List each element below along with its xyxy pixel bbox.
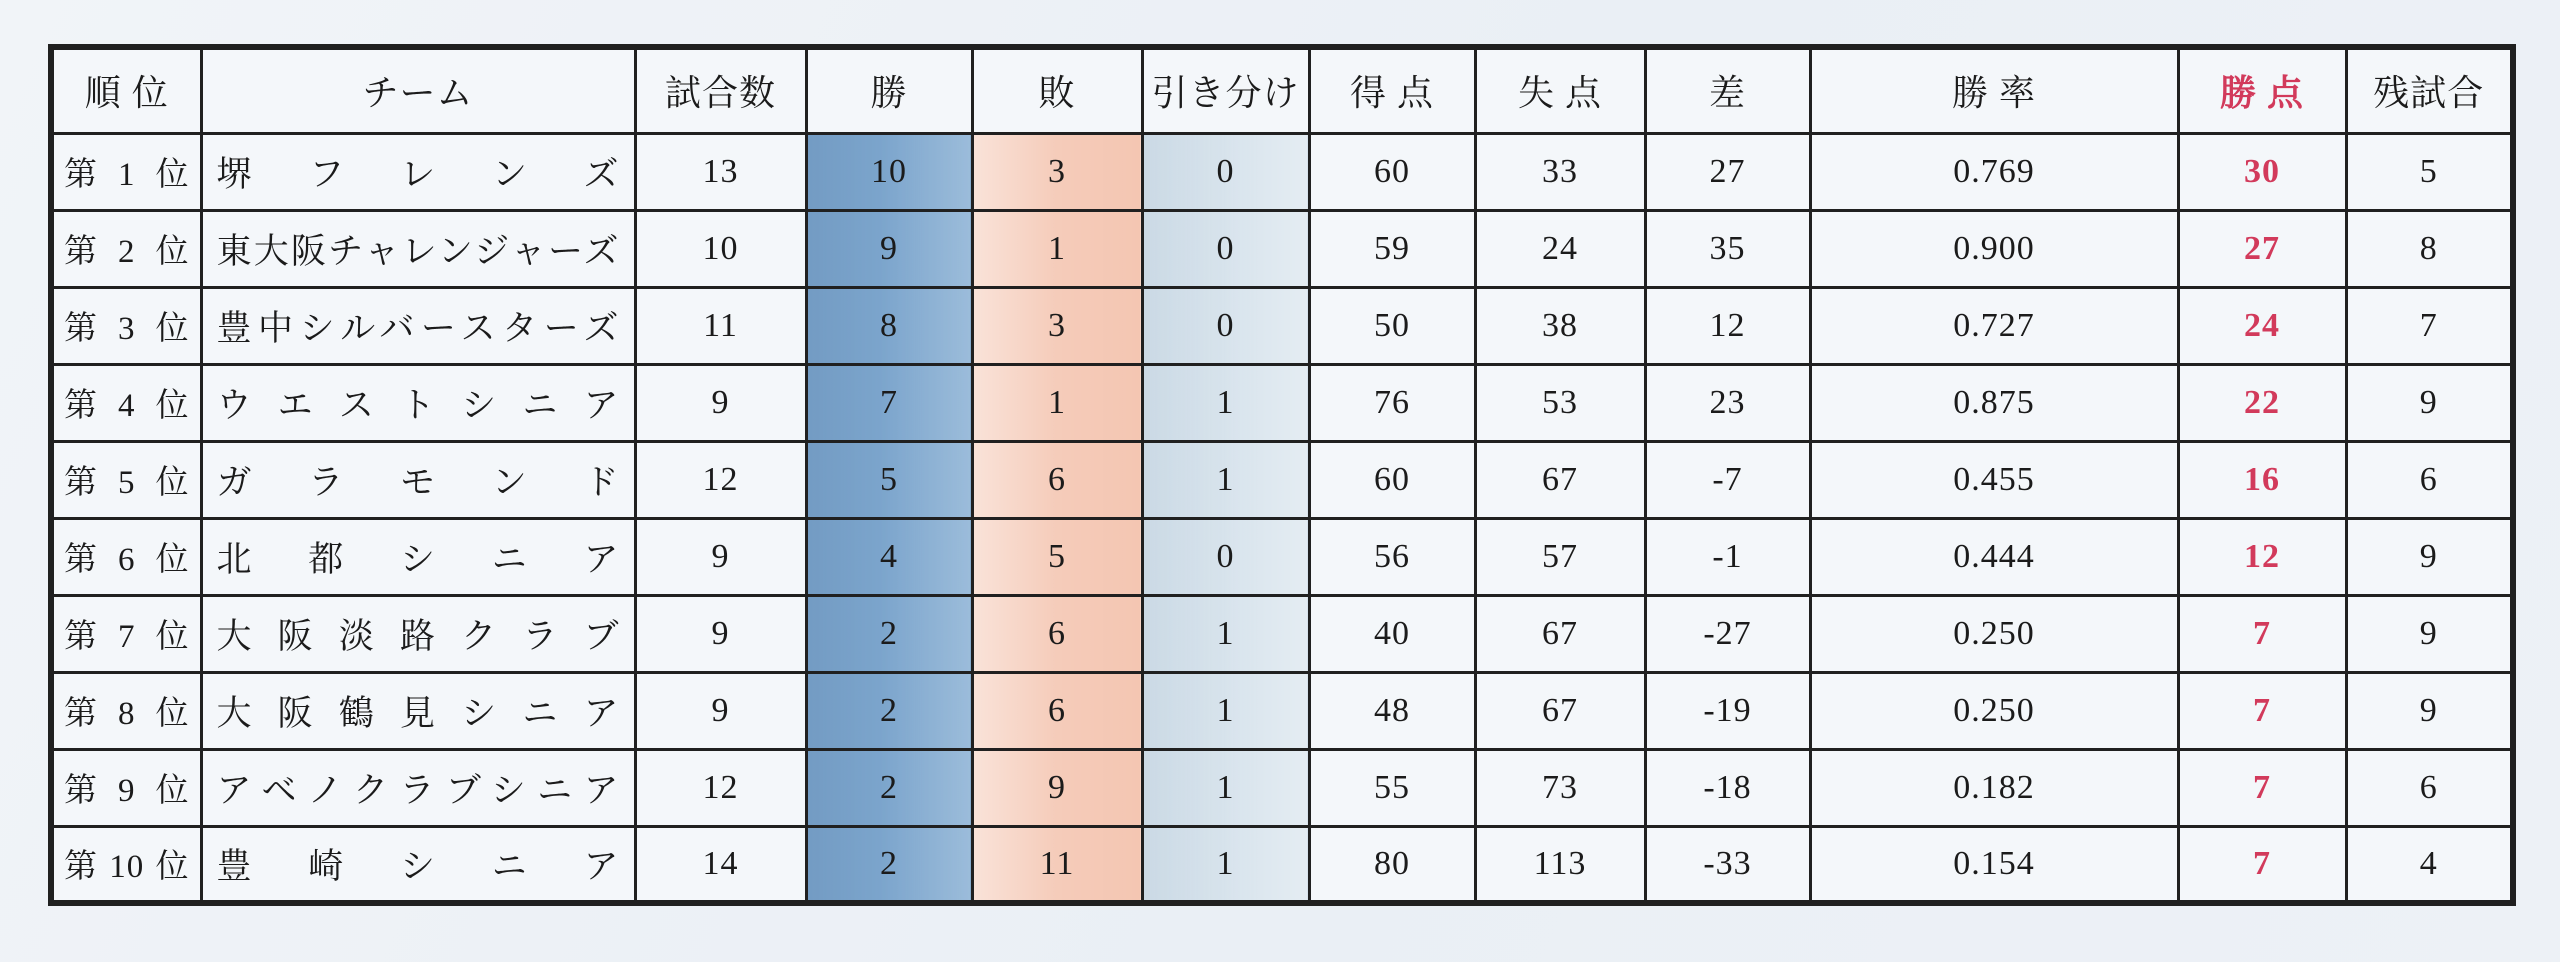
runs-for-cell: 55 [1309,749,1475,826]
runs-against-cell: 67 [1475,595,1645,672]
rank-cell: 第1位 [51,133,201,210]
points-cell: 27 [2178,210,2346,287]
diff-cell: -18 [1645,749,1810,826]
win-pct-cell: 0.900 [1810,210,2178,287]
diff-cell: -1 [1645,518,1810,595]
remaining-cell: 9 [2346,672,2513,749]
runs-for-cell: 80 [1309,826,1475,903]
team-cell: 大阪鶴見シニア [201,672,635,749]
draws-cell: 1 [1142,672,1309,749]
games-cell: 12 [635,441,806,518]
col-header-points: 勝 点 [2178,47,2346,133]
games-cell: 12 [635,749,806,826]
draws-cell: 1 [1142,749,1309,826]
table-row [51,595,2513,672]
wins-cell: 5 [806,441,972,518]
runs-against-cell: 57 [1475,518,1645,595]
remaining-cell: 9 [2346,518,2513,595]
games-cell: 9 [635,364,806,441]
wins-cell: 9 [806,210,972,287]
table-row [51,826,2513,903]
table-row [51,672,2513,749]
remaining-cell: 5 [2346,133,2513,210]
rank-cell: 第10位 [51,826,201,903]
col-header-runs-for: 得 点 [1309,47,1475,133]
points-cell: 24 [2178,287,2346,364]
remaining-cell: 8 [2346,210,2513,287]
win-pct-cell: 0.154 [1810,826,2178,903]
runs-against-cell: 24 [1475,210,1645,287]
points-cell: 30 [2178,133,2346,210]
games-cell: 13 [635,133,806,210]
losses-cell: 11 [972,826,1142,903]
games-cell: 14 [635,826,806,903]
col-header-team: チーム [201,47,635,133]
rank-cell: 第6位 [51,518,201,595]
col-header-runs-against: 失 点 [1475,47,1645,133]
table-row [51,133,2513,210]
remaining-cell: 6 [2346,749,2513,826]
draws-cell: 0 [1142,287,1309,364]
col-header-remaining: 残試合 [2346,47,2513,133]
runs-against-cell: 73 [1475,749,1645,826]
rank-cell: 第3位 [51,287,201,364]
runs-against-cell: 53 [1475,364,1645,441]
losses-cell: 9 [972,749,1142,826]
losses-cell: 3 [972,133,1142,210]
win-pct-cell: 0.444 [1810,518,2178,595]
draws-cell: 1 [1142,595,1309,672]
losses-cell: 6 [972,595,1142,672]
wins-cell: 2 [806,672,972,749]
remaining-cell: 6 [2346,441,2513,518]
wins-cell: 2 [806,595,972,672]
table-row [51,210,2513,287]
col-header-win-pct: 勝 率 [1810,47,2178,133]
win-pct-cell: 0.250 [1810,672,2178,749]
col-header-rank: 順 位 [51,47,201,133]
runs-for-cell: 56 [1309,518,1475,595]
losses-cell: 6 [972,441,1142,518]
table-row [51,364,2513,441]
runs-against-cell: 67 [1475,441,1645,518]
table-row [51,749,2513,826]
rank-cell: 第7位 [51,595,201,672]
win-pct-cell: 0.250 [1810,595,2178,672]
runs-for-cell: 50 [1309,287,1475,364]
points-cell: 7 [2178,595,2346,672]
wins-cell: 4 [806,518,972,595]
table-row [51,441,2513,518]
points-cell: 7 [2178,672,2346,749]
team-cell: ウエストシニア [201,364,635,441]
diff-cell: -7 [1645,441,1810,518]
runs-for-cell: 60 [1309,441,1475,518]
team-cell: アベノクラブシニア [201,749,635,826]
losses-cell: 3 [972,287,1142,364]
losses-cell: 5 [972,518,1142,595]
rank-cell: 第8位 [51,672,201,749]
col-header-losses: 敗 [972,47,1142,133]
draws-cell: 1 [1142,364,1309,441]
team-cell: ガラモンド [201,441,635,518]
rank-cell: 第4位 [51,364,201,441]
games-cell: 9 [635,595,806,672]
team-cell: 東大阪チャレンジャーズ [201,210,635,287]
runs-against-cell: 38 [1475,287,1645,364]
col-header-diff: 差 [1645,47,1810,133]
points-cell: 22 [2178,364,2346,441]
team-cell: 豊崎シニア [201,826,635,903]
diff-cell: 27 [1645,133,1810,210]
runs-against-cell: 113 [1475,826,1645,903]
rank-cell: 第2位 [51,210,201,287]
draws-cell: 0 [1142,518,1309,595]
team-cell: 豊中シルバースターズ [201,287,635,364]
runs-against-cell: 33 [1475,133,1645,210]
table-row [51,518,2513,595]
remaining-cell: 4 [2346,826,2513,903]
rank-cell: 第9位 [51,749,201,826]
col-header-wins: 勝 [806,47,972,133]
games-cell: 9 [635,518,806,595]
games-cell: 9 [635,672,806,749]
diff-cell: 35 [1645,210,1810,287]
diff-cell: -33 [1645,826,1810,903]
diff-cell: -27 [1645,595,1810,672]
team-cell: 堺フレンズ [201,133,635,210]
wins-cell: 10 [806,133,972,210]
wins-cell: 2 [806,749,972,826]
win-pct-cell: 0.727 [1810,287,2178,364]
points-cell: 16 [2178,441,2346,518]
runs-for-cell: 76 [1309,364,1475,441]
games-cell: 10 [635,210,806,287]
draws-cell: 0 [1142,133,1309,210]
points-cell: 7 [2178,749,2346,826]
team-cell: 大阪淡路クラブ [201,595,635,672]
runs-for-cell: 59 [1309,210,1475,287]
draws-cell: 0 [1142,210,1309,287]
win-pct-cell: 0.182 [1810,749,2178,826]
win-pct-cell: 0.875 [1810,364,2178,441]
draws-cell: 1 [1142,826,1309,903]
header-row [51,47,2513,133]
rank-cell: 第5位 [51,441,201,518]
losses-cell: 6 [972,672,1142,749]
remaining-cell: 9 [2346,595,2513,672]
runs-against-cell: 67 [1475,672,1645,749]
diff-cell: -19 [1645,672,1810,749]
games-cell: 11 [635,287,806,364]
points-cell: 7 [2178,826,2346,903]
runs-for-cell: 40 [1309,595,1475,672]
col-header-games: 試合数 [635,47,806,133]
standings-table [48,44,2516,906]
runs-for-cell: 60 [1309,133,1475,210]
wins-cell: 8 [806,287,972,364]
diff-cell: 23 [1645,364,1810,441]
col-header-draws: 引き分け [1142,47,1309,133]
diff-cell: 12 [1645,287,1810,364]
draws-cell: 1 [1142,441,1309,518]
wins-cell: 7 [806,364,972,441]
remaining-cell: 9 [2346,364,2513,441]
runs-for-cell: 48 [1309,672,1475,749]
team-cell: 北都シニア [201,518,635,595]
remaining-cell: 7 [2346,287,2513,364]
table-row [51,287,2513,364]
losses-cell: 1 [972,210,1142,287]
wins-cell: 2 [806,826,972,903]
win-pct-cell: 0.455 [1810,441,2178,518]
win-pct-cell: 0.769 [1810,133,2178,210]
points-cell: 12 [2178,518,2346,595]
losses-cell: 1 [972,364,1142,441]
